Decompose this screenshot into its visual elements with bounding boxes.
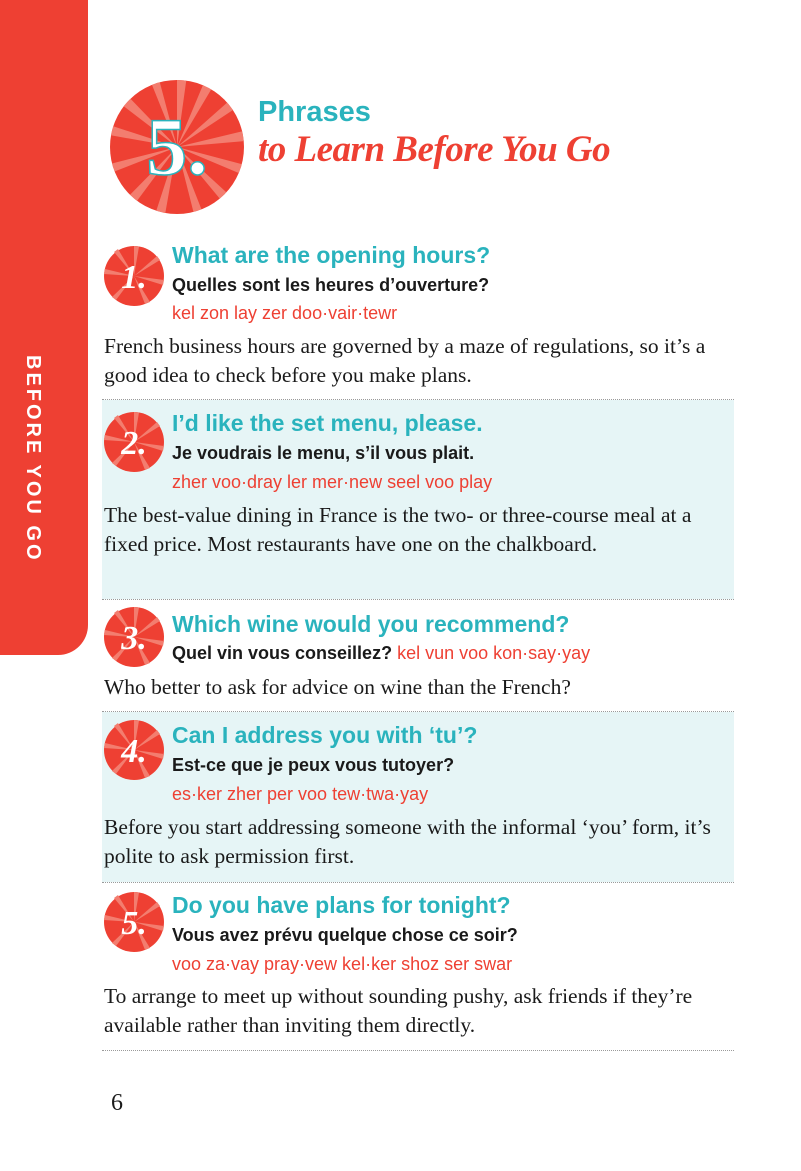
phrase-pronunciation: kel zon lay zer doo·vair·tewr — [172, 303, 398, 323]
divider — [102, 599, 734, 600]
phrase-description: French business hours are governed by a maze of regulations, so it’s a good idea to check before you make plans. — [104, 334, 706, 387]
number-badge — [102, 890, 166, 954]
phrase-pronunciation: voo za·vay pray·vew kel·ker shoz ser swar — [172, 954, 513, 974]
phrase-french: Quelles sont les heures d’ouverture? — [172, 275, 490, 295]
number-badge — [102, 605, 166, 669]
phrase-description: Before you start addressing someone with the informal ‘you’ form, it’s polite to ask permission first. — [104, 815, 711, 868]
phrase-number: 2. — [121, 425, 147, 462]
phrase-number: 4. — [121, 733, 147, 770]
phrase-french-line — [172, 643, 590, 664]
phrase-question: I’d like the set menu, please. — [172, 410, 483, 436]
phrase-pronunciation: es·ker zher per voo tew·twa·yay — [172, 784, 429, 804]
phrase-french: Est-ce que je peux vous tutoyer? — [172, 755, 455, 775]
header-title-line2: to Learn Before You Go — [258, 129, 611, 170]
phrase-description: Who better to ask for advice on wine than the French? — [104, 675, 571, 699]
phrase-pronunciation: zher voo·dray ler mer·new seel voo play — [172, 472, 493, 492]
phrase-number: 3. — [121, 620, 147, 657]
phrase-number: 1. — [121, 259, 147, 296]
number-badge — [102, 244, 166, 308]
divider — [102, 1050, 734, 1051]
phrase-block-1 — [102, 240, 734, 398]
phrase-block-3 — [102, 603, 734, 710]
page-number: 6 — [111, 1090, 123, 1116]
header-number: 5. — [146, 101, 208, 192]
phrase-question: Can I address you with ‘tu’? — [172, 722, 478, 748]
phrase-number: 5. — [121, 905, 147, 942]
phrase-description: The best-value dining in France is the two- or three-course meal at a fixed price. Most restaurants have one on the chalkboard. — [104, 503, 692, 556]
phrase-description: To arrange to meet up without sounding pushy, ask friends if they’re available rather than inviting them directly. — [104, 984, 693, 1037]
number-badge — [102, 410, 166, 474]
header-number-badge — [108, 78, 246, 216]
phrase-question: Which wine would you recommend? — [172, 611, 570, 637]
phrase-french: Je voudrais le menu, s’il vous plait. — [172, 443, 475, 463]
side-tab-label: BEFORE YOU GO — [22, 355, 44, 563]
phrase-block-5 — [102, 884, 734, 1049]
number-badge — [102, 718, 166, 782]
phrase-block-2 — [102, 400, 734, 599]
phrase-question: What are the opening hours? — [172, 242, 491, 268]
phrase-question: Do you have plans for tonight? — [172, 892, 511, 918]
phrase-french: Quel vin vous conseillez? — [172, 643, 393, 663]
phrase-block-4 — [102, 712, 734, 882]
header-title-line1: Phrases — [258, 96, 371, 128]
divider — [102, 882, 734, 883]
side-tab — [0, 0, 88, 655]
phrase-french: Vous avez prévu quelque chose ce soir? — [172, 925, 518, 945]
phrase-pronunciation: kel vun voo kon·say·yay — [397, 643, 591, 663]
